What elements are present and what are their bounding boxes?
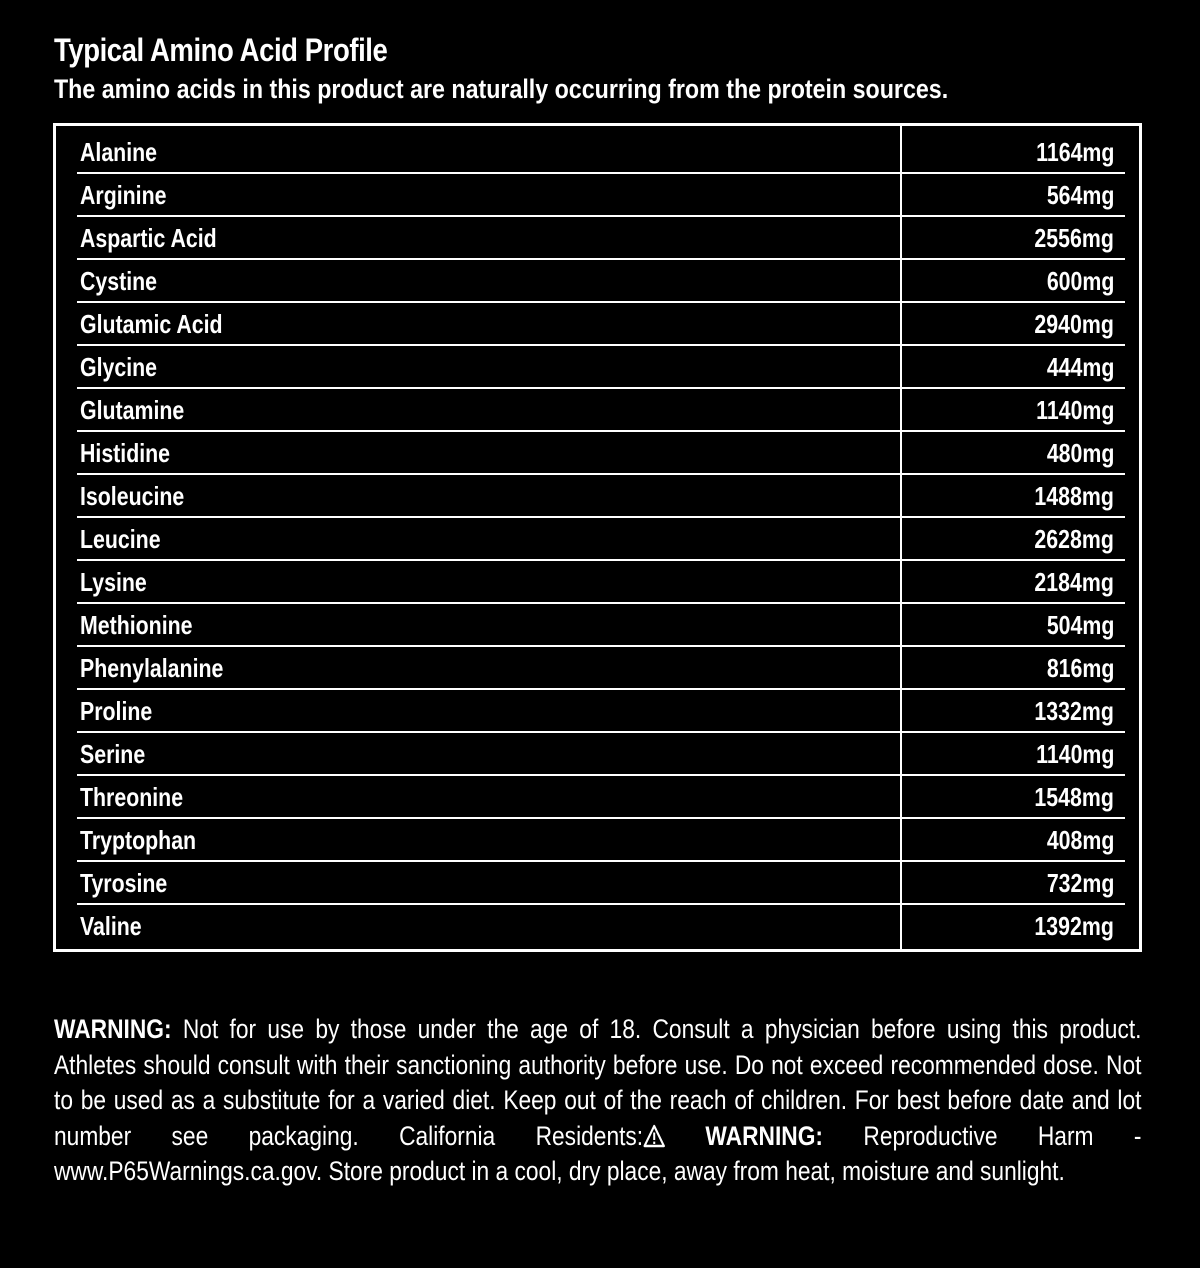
table-row bbox=[56, 862, 1139, 905]
amino-acid-amount: 2628mg bbox=[1034, 524, 1114, 554]
amino-acid-amount: 408mg bbox=[1046, 825, 1114, 855]
amino-acid-name: Serine bbox=[80, 739, 146, 769]
amino-acid-amount: 1548mg bbox=[1034, 782, 1114, 812]
amino-acid-name: Leucine bbox=[80, 524, 161, 554]
table-row bbox=[56, 432, 1139, 475]
amino-acid-name: Isoleucine bbox=[80, 481, 185, 511]
amino-acid-amount: 816mg bbox=[1046, 653, 1114, 683]
amino-acid-amount: 2184mg bbox=[1034, 567, 1114, 597]
amino-acid-name: Threonine bbox=[80, 782, 184, 812]
prop65-warning-text: Reproductive Harm - www.P65Warnings.ca.gov. Store product in a cool, dry place, away from heat, moisture and sunlight. bbox=[54, 1120, 1142, 1186]
amino-acid-amount: 1332mg bbox=[1034, 696, 1114, 726]
table-row bbox=[56, 389, 1139, 432]
warning-label: WARNING: bbox=[54, 1014, 172, 1044]
amino-acid-name: Methionine bbox=[80, 610, 193, 640]
amino-acid-name: Tyrosine bbox=[80, 868, 168, 898]
page-subtitle: The amino acids in this product are naturally occurring from the protein sources. bbox=[54, 74, 949, 104]
amino-acid-amount: 2940mg bbox=[1034, 309, 1114, 339]
amino-acid-amount: 600mg bbox=[1046, 266, 1114, 296]
amino-acid-name: Phenylalanine bbox=[80, 653, 224, 683]
amino-acid-amount: 564mg bbox=[1046, 180, 1114, 210]
prop65-warning-label: WARNING: bbox=[705, 1120, 824, 1151]
amino-acid-name: Histidine bbox=[80, 438, 171, 468]
table-row bbox=[56, 561, 1139, 604]
amino-acid-amount: 1392mg bbox=[1034, 911, 1114, 941]
table-row bbox=[56, 346, 1139, 389]
table-row bbox=[56, 475, 1139, 518]
table-row bbox=[56, 303, 1139, 346]
warning-triangle-icon bbox=[643, 1124, 665, 1148]
amino-acid-name: Valine bbox=[80, 911, 142, 941]
amino-acid-amount: 732mg bbox=[1046, 868, 1114, 898]
amino-acid-name: Glutamic Acid bbox=[80, 309, 223, 339]
table-row bbox=[56, 131, 1139, 174]
table-row bbox=[56, 604, 1139, 647]
amino-acid-amount: 504mg bbox=[1046, 610, 1114, 640]
amino-acid-amount: 480mg bbox=[1046, 438, 1114, 468]
table-row bbox=[56, 518, 1139, 561]
amino-acid-amount: 1140mg bbox=[1035, 739, 1114, 769]
amino-acid-name: Lysine bbox=[80, 567, 147, 597]
amino-acid-name: Proline bbox=[80, 696, 153, 726]
warning-text: Not for use by those under the age of 18. Consult a physician before using this product. Athletes should consult with their sanctioning authority before use. Do not exceed recommended dose. Not to be used as a substitute for a varied diet. Keep out of the reach of children. For best before date and lot number see packaging. California Residents: bbox=[54, 1014, 1142, 1151]
amino-acid-name: Cystine bbox=[80, 266, 158, 296]
amino-acid-table bbox=[53, 123, 1142, 952]
table-row bbox=[56, 217, 1139, 260]
amino-acid-name: Tryptophan bbox=[80, 825, 197, 855]
amino-acid-name: Glycine bbox=[80, 352, 158, 382]
amino-acid-amount: 1140mg bbox=[1035, 395, 1114, 425]
table-row bbox=[56, 905, 1139, 948]
table-row bbox=[56, 174, 1139, 217]
table-row bbox=[56, 776, 1139, 819]
table-row bbox=[56, 819, 1139, 862]
amino-acid-amount: 2556mg bbox=[1034, 223, 1114, 253]
amino-acid-name: Alanine bbox=[80, 137, 158, 167]
amino-acid-name: Glutamine bbox=[80, 395, 185, 425]
page-title: Typical Amino Acid Profile bbox=[54, 32, 388, 68]
table-row bbox=[56, 647, 1139, 690]
amino-acid-amount: 1164mg bbox=[1035, 137, 1114, 167]
warning-block bbox=[54, 1012, 1142, 1190]
amino-acid-amount: 444mg bbox=[1046, 352, 1114, 382]
amino-acid-name: Aspartic Acid bbox=[80, 223, 217, 253]
amino-acid-rows bbox=[56, 131, 1139, 948]
table-row bbox=[56, 260, 1139, 303]
table-row bbox=[56, 733, 1139, 776]
amino-acid-name: Arginine bbox=[80, 180, 167, 210]
table-row bbox=[56, 690, 1139, 733]
amino-acid-amount: 1488mg bbox=[1034, 481, 1114, 511]
